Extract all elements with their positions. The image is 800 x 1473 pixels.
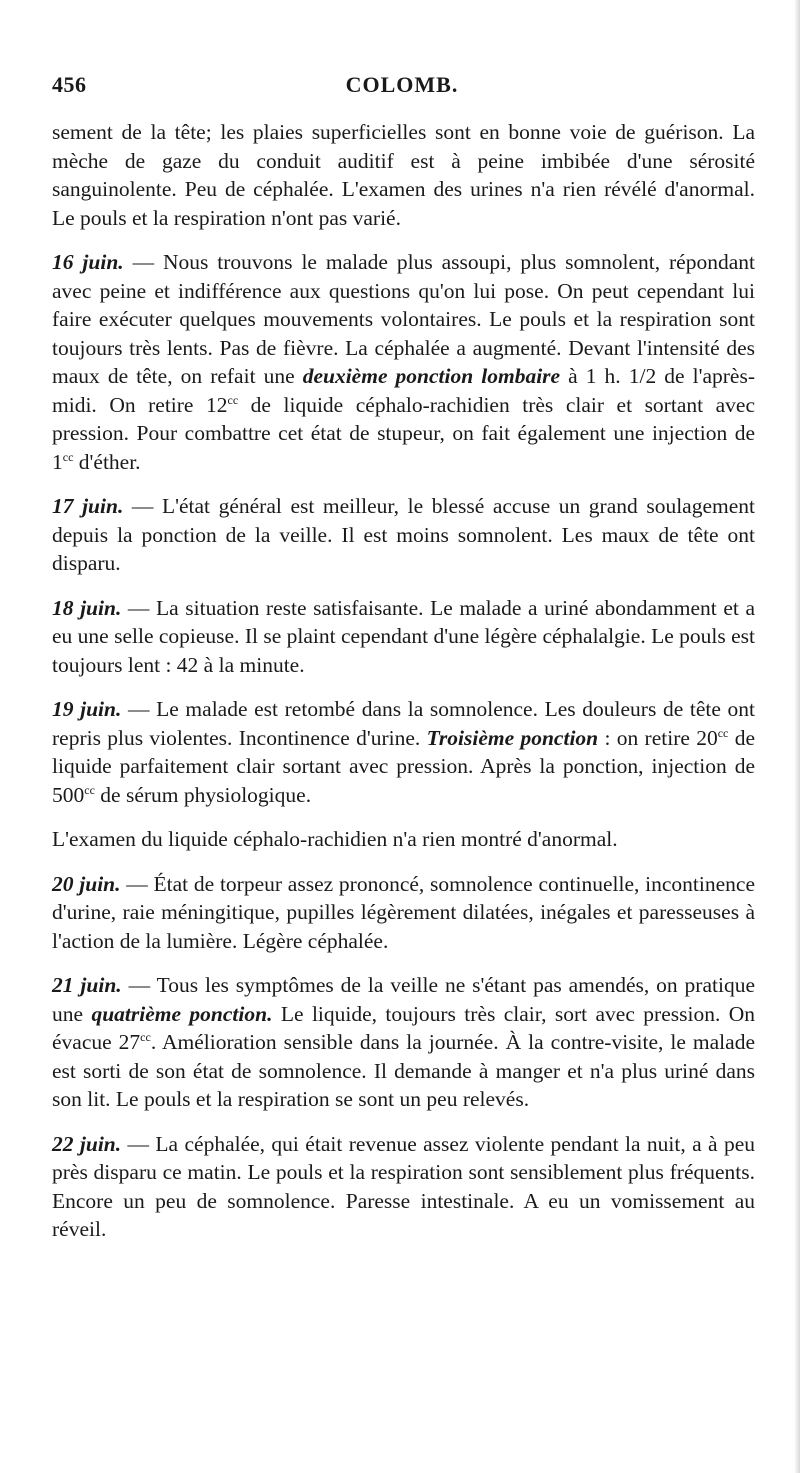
text-run: sement de la tête; les plaies superficielles sont en bonne voie de guérison. La mèche de gaze du conduit auditif est à peine imbibée d'une sérosité sanguinolente. Peu de céphalée. L'examen des urines n'a rien révélé d'anormal. Le pouls et la respiration n'ont pas varié. — [52, 120, 755, 230]
emphasis-text: deuxième ponction lombaire — [302, 364, 561, 388]
paragraph — [52, 825, 755, 854]
text-run: L'examen du liquide céphalo-rachidien n'a rien montré d'anormal. — [52, 827, 618, 851]
paragraph — [52, 594, 755, 680]
text-run: de liquide céphalo-rachidien très clair et sortant avec pression. Pour combattre cet état de stupeur, on fait également une injection de 1 — [52, 392, 755, 474]
paragraph — [52, 971, 755, 1114]
entry-date: 18 juin. — [52, 595, 122, 620]
entry-date: 20 juin. — [52, 871, 121, 896]
text-run: — La situation reste satisfaisante. Le malade a uriné abondamment et a eu une selle copieuse. Il se plaint cependant d'une légère céphalalgie. Le pouls est toujours lent : 42 à la minute. — [52, 595, 755, 677]
unit-superscript: cc — [227, 392, 239, 407]
paragraph — [52, 118, 755, 232]
text-run: : on retire 20 — [598, 725, 718, 750]
emphasis-text: Troisième ponction — [426, 725, 599, 750]
text-run: de sérum physiologique. — [94, 782, 312, 807]
entry-date: 21 juin. — [52, 973, 122, 997]
paragraph — [52, 1130, 755, 1244]
paragraph — [52, 492, 755, 578]
entry-date: 19 juin. — [52, 697, 122, 721]
unit-superscript: cc — [62, 449, 74, 464]
unit-superscript: cc — [84, 782, 95, 797]
entry-date: 17 juin. — [52, 494, 124, 518]
running-head: COLOMB. — [345, 72, 459, 97]
page-number: 456 — [52, 72, 87, 97]
text-run: — La céphalée, qui était revenue assez violente pendant la nuit, a à peu près disparu ce matin. Le pouls et la respiration sont sensiblement plus fréquents. Encore un peu de somnolence. Paresse intestinale. A eu un vomissement au réveil. — [52, 1131, 755, 1241]
unit-superscript: cc — [717, 725, 729, 740]
paragraph — [52, 870, 755, 956]
text-run: d'éther. — [73, 449, 141, 474]
entry-date: 22 juin. — [52, 1131, 122, 1156]
entry-date: 16 juin. — [52, 250, 124, 274]
text-run: — État de torpeur assez prononcé, somnolence continuelle, incontinence d'urine, raie méningitique, pupilles légèrement dilatées, inégales et paresseuses à l'action de la lumière. Légère céphalée. — [52, 871, 755, 953]
unit-superscript: cc — [140, 1029, 151, 1044]
scan-edge-shadow — [794, 0, 800, 1473]
emphasis-text: quatrième ponction. — [91, 1001, 273, 1026]
text-run: à 1 h. 1/2 de l'après-midi. On retire 12 — [52, 364, 755, 417]
text-run: Le liquide, toujours très clair, sort avec pression. On évacue 27 — [52, 1001, 755, 1054]
text-run: . Amélioration sensible dans la journée. À la contre-visite, le malade est sorti de son état de somnolence. Il demande à manger et n'a plus uriné dans son lit. Le pouls et la respiration se sont un peu relevés. — [52, 1030, 755, 1111]
page-header — [52, 72, 752, 104]
text-run: — Le malade est retombé dans la somnolence. Les douleurs de tête ont repris plus violentes. Incontinence d'urine. — [52, 697, 755, 750]
paragraph — [52, 695, 755, 809]
text-run: — Tous les symptômes de la veille ne s'étant pas amendés, on pratique une — [52, 973, 755, 1026]
paragraph — [52, 248, 755, 476]
text-run: — L'état général est meilleur, le blessé accuse un grand soulagement depuis la ponction de la veille. Il est moins somnolent. Les maux de tête ont disparu. — [52, 494, 755, 575]
body-text — [52, 118, 755, 1260]
text-run: de liquide parfaitement clair sortant avec pression. Après la ponction, injection de 500 — [52, 725, 755, 807]
text-run: — Nous trouvons le malade plus assoupi, plus somnolent, répondant avec peine et indifférence aux questions qu'on lui pose. On peut cependant lui faire exécuter quelques mouvements volontaires. Le pouls et la respiration sont toujours très lents. Pas de fièvre. La céphalée a augmenté. Devant l'intensité des maux de tête, on refait une — [52, 250, 755, 388]
